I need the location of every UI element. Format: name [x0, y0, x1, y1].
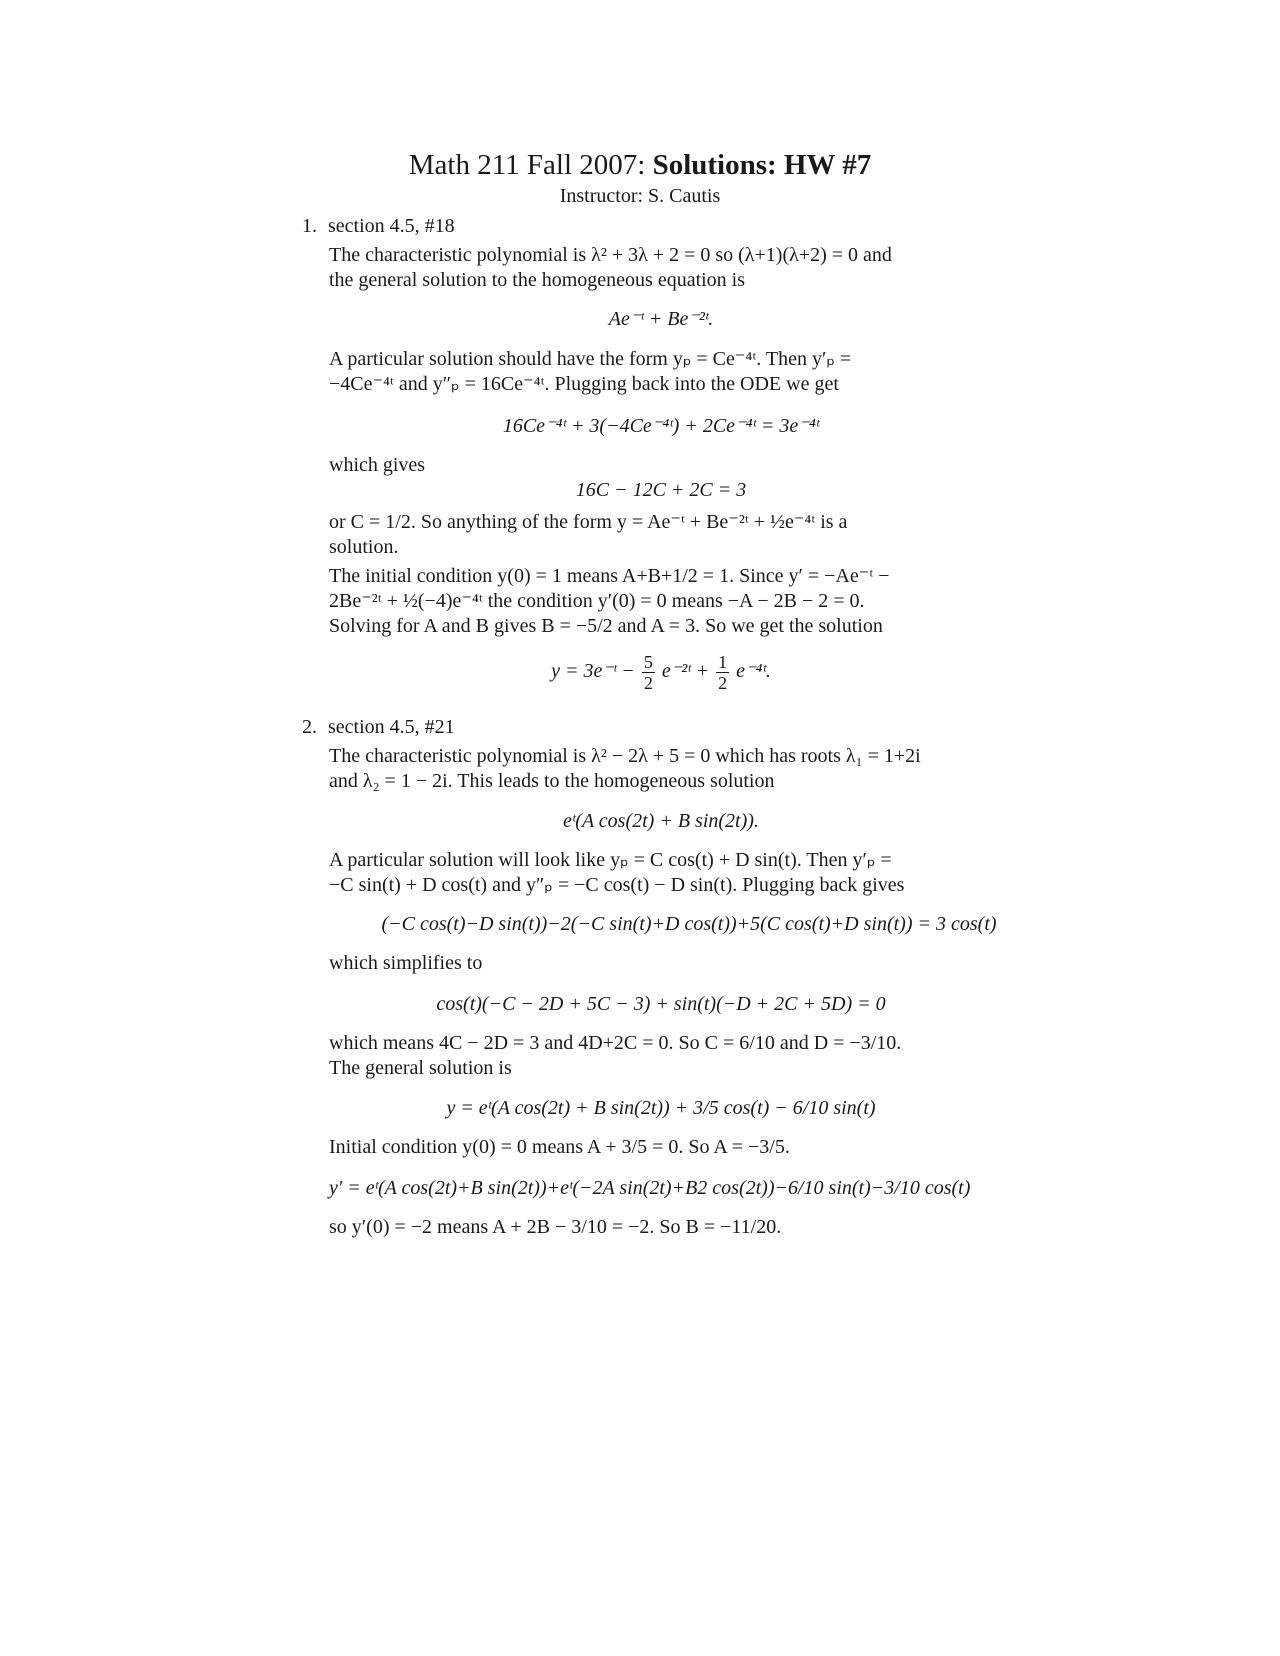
- problem-2-equation-3: cos(t)(−C − 2D + 5C − 3) + sin(t)(−D + 2C + 5D) = 0: [436, 993, 886, 1015]
- problem-1-paragraph-2: [329, 347, 993, 397]
- problem-2-paragraph-4: [329, 1031, 993, 1081]
- problem-2-paragraph-3: which simplifies to: [329, 952, 483, 974]
- title-bold: Solutions: HW #7: [652, 149, 872, 181]
- text-line: Solving for A and B gives B = −5/2 and A = 3. So we get the solution: [329, 615, 883, 637]
- fraction-denominator: 2: [643, 673, 653, 693]
- fraction-denominator: 2: [718, 673, 728, 693]
- text-line: solution.: [329, 536, 399, 558]
- problem-2-paragraph-6: so y′(0) = −2 means A + 2B − 3/10 = −2. So B = −11/20.: [329, 1216, 782, 1238]
- text-line: the general solution to the homogeneous equation is: [329, 269, 746, 291]
- fraction-numerator: 5: [643, 652, 653, 672]
- problem-1-equation-1: Ae⁻ᵗ + Be⁻²ᵗ.: [608, 308, 714, 330]
- text-line: which means 4C − 2D = 3 and 4D+2C = 0. So C = 6/10 and D = −3/10.: [329, 1032, 902, 1054]
- fraction: [716, 652, 729, 693]
- fraction-numerator: 1: [718, 652, 728, 672]
- problem-1-paragraph-3: which gives: [329, 454, 426, 476]
- text-line: and λ₂ = 1 − 2i. This leads to the homogeneous solution: [329, 770, 775, 792]
- text-line: The characteristic polynomial is λ² + 3λ + 2 = 0 so (λ+1)(λ+2) = 0 and: [329, 244, 892, 266]
- equation-part: y = 3e⁻ᵗ −: [551, 660, 635, 683]
- text-line: A particular solution will look like yₚ = C cos(t) + D sin(t). Then y′ₚ =: [329, 849, 892, 871]
- problem-1-equation-3: 16C − 12C + 2C = 3: [575, 479, 747, 501]
- text-line: The initial condition y(0) = 1 means A+B+1/2 = 1. Since y′ = −Ae⁻ᵗ −: [329, 565, 890, 587]
- problem-2-equation-4: y = eᵗ(A cos(2t) + B sin(2t)) + 3/5 cos(t) − 6/10 sin(t): [446, 1097, 876, 1119]
- title-prefix: Math 211 Fall 2007:: [408, 149, 653, 181]
- equation-part: e⁻²ᵗ +: [661, 660, 710, 683]
- text-line: 2Be⁻²ᵗ + ½(−4)e⁻⁴ᵗ the condition y′(0) = 0 means −A − 2B − 2 = 0.: [329, 590, 865, 612]
- problem-1-equation-2: 16Ce⁻⁴ᵗ + 3(−4Ce⁻⁴ᵗ) + 2Ce⁻⁴ᵗ = 3e⁻⁴ᵗ: [502, 415, 820, 437]
- problem-2-equation-5: y′ = eᵗ(A cos(2t)+B sin(2t))+eᵗ(−2A sin(2t)+B2 cos(2t))−6/10 sin(t)−3/10 cos(t): [329, 1177, 971, 1199]
- text-line: −C sin(t) + D cos(t) and y″ₚ = −C cos(t) − D sin(t). Plugging back gives: [329, 874, 905, 896]
- problem-1-paragraph-1: [329, 243, 993, 293]
- page-title: [0, 147, 1280, 183]
- problem-number: 1.: [302, 215, 317, 237]
- text-line: −4Ce⁻⁴ᵗ and y″ₚ = 16Ce⁻⁴ᵗ. Plugging back into the ODE we get: [329, 373, 839, 395]
- problem-1-equation-4: [329, 652, 993, 693]
- text-line: The general solution is: [329, 1057, 512, 1079]
- problem-2-equation-2: (−C cos(t)−D sin(t))−2(−C sin(t)+D cos(t))+5(C cos(t)+D sin(t)) = 3 cos(t): [381, 913, 997, 935]
- problem-1-heading: [302, 213, 455, 239]
- problem-2-paragraph-5: Initial condition y(0) = 0 means A + 3/5 = 0. So A = −3/5.: [329, 1136, 790, 1158]
- problem-2-heading: [302, 714, 455, 740]
- problem-section: section 4.5, #18: [328, 215, 455, 237]
- problem-1-paragraph-4: [329, 510, 993, 560]
- text-line: The characteristic polynomial is λ² − 2λ + 5 = 0 which has roots λ₁ = 1+2i: [329, 745, 921, 767]
- fraction: [642, 652, 655, 693]
- equation-part: e⁻⁴ᵗ.: [736, 660, 771, 683]
- problem-2-paragraph-2: [329, 848, 993, 898]
- text-line: or C = 1/2. So anything of the form y = Ae⁻ᵗ + Be⁻²ᵗ + ½e⁻⁴ᵗ is a: [329, 511, 848, 533]
- problem-2-equation-1: eᵗ(A cos(2t) + B sin(2t)).: [563, 810, 759, 832]
- text-line: A particular solution should have the form yₚ = Ce⁻⁴ᵗ. Then y′ₚ =: [329, 348, 852, 370]
- problem-2-paragraph-1: [329, 744, 993, 794]
- problem-section: section 4.5, #21: [328, 716, 455, 738]
- problem-1-paragraph-5: [329, 564, 993, 639]
- instructor-line: Instructor: S. Cautis: [559, 185, 721, 207]
- problem-number: 2.: [302, 716, 317, 738]
